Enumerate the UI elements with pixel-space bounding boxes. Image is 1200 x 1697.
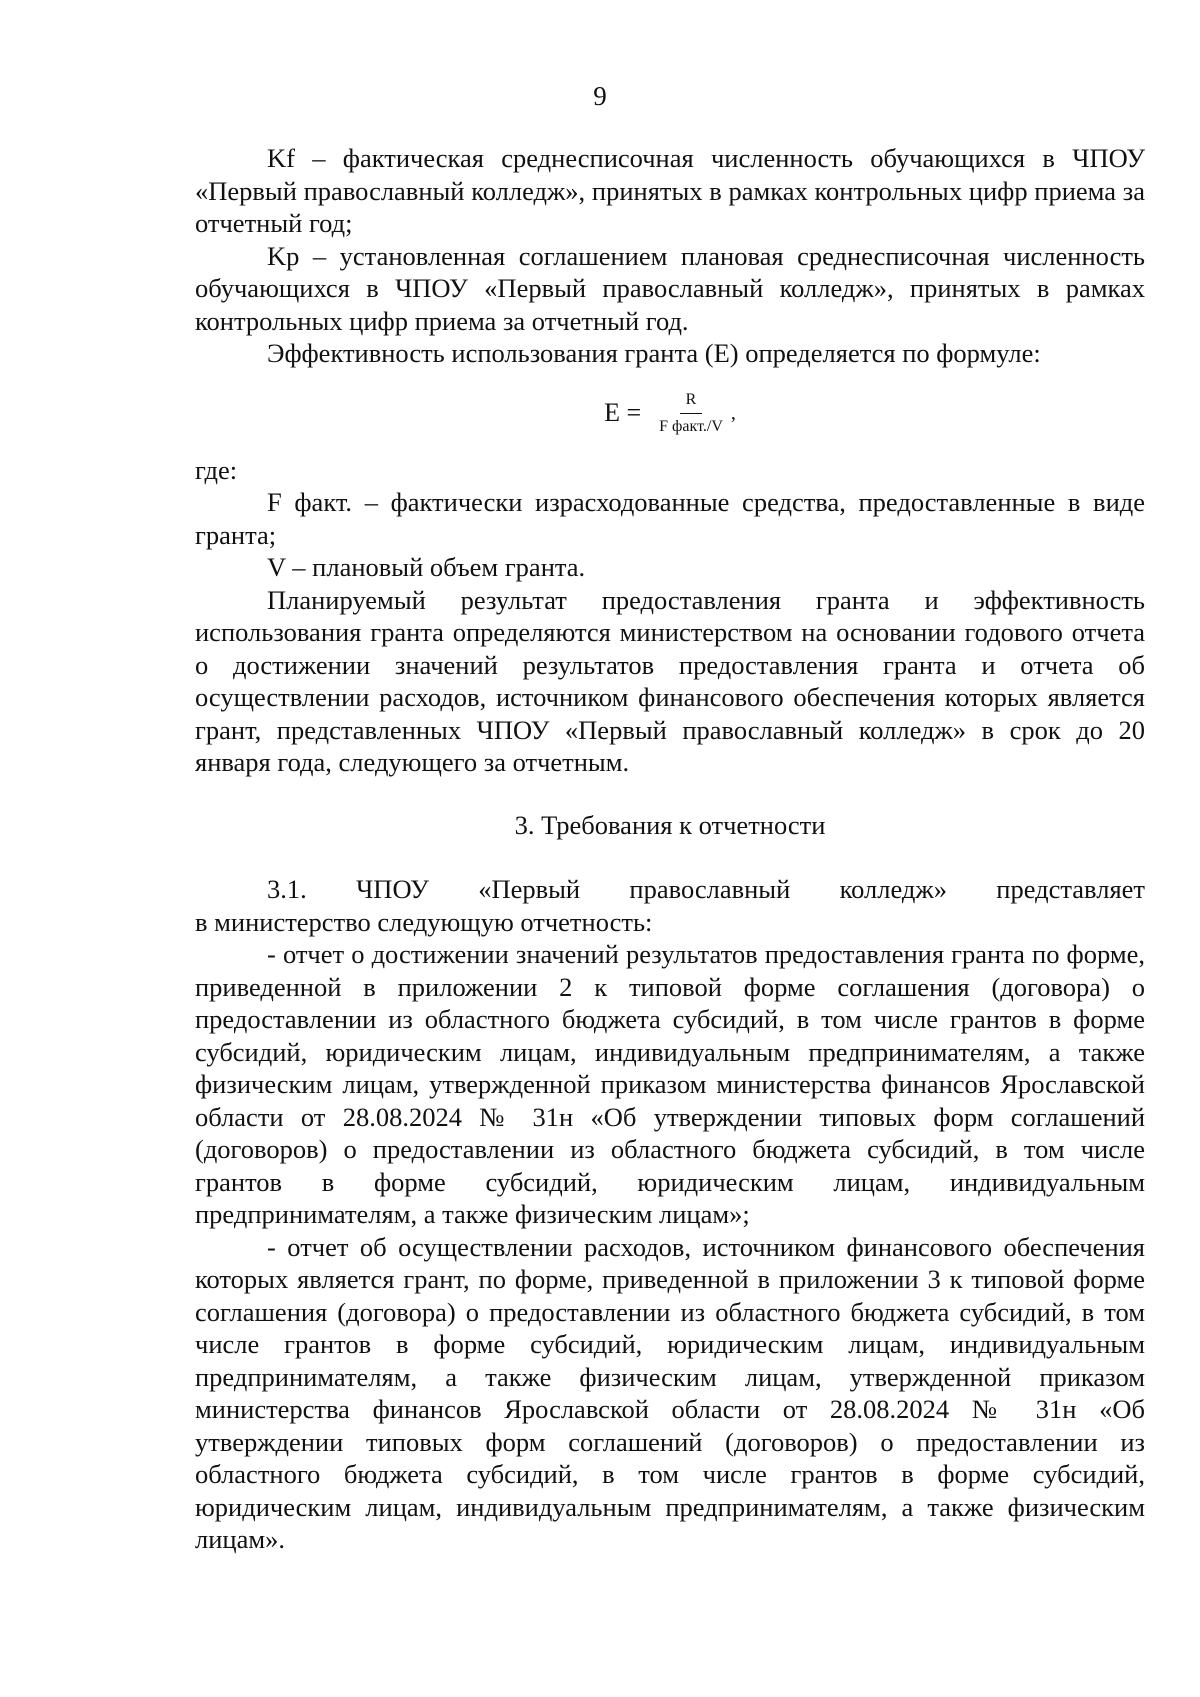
paragraph-v-definition: V – плановый объем гранта.: [267, 552, 586, 582]
where-label: где:: [195, 454, 238, 485]
efficiency-formula: [195, 374, 1145, 454]
section-3-1-word: ЧПОУ: [356, 874, 429, 904]
paragraph-report-results: - отчет о достижении значений результатов предоставления гранта по форме, приведенной в приложении 2 к типовой форме соглашения (договора) о предоставлении из областного бюджета субсидий, в том числе грантов в форме субсидий, юридическим лицам, индивидуальным предпринимателям, а также физическим лицам, утвержденной приказом министерства финансов Ярославской области от 28.08.2024 № 31н «Об утверждении типовых форм соглашений (договоров) о предоставлении из областного бюджета субсидий, в том числе грантов в форме субсидий, юридическим лицам, индивидуальным предпринимателям, а также физическим лицам»;: [195, 939, 1145, 1229]
section-3-1-word: колледж»: [839, 874, 947, 904]
paragraph-report-expenses: - отчет об осуществлении расходов, источником финансового обеспечения которых является грант, по форме, приведенной в приложении 3 к типовой форме соглашения (договора) о предоставлении из областного бюджета субсидий, в том числе грантов в форме субсидий, юридическим лицам, индивидуальным предпринимателям, а также физическим лицам, утвержденной приказом министерства финансов Ярославской области от 28.08.2024 № 31н «Об утверждении типовых форм соглашений (договоров) о предоставлении из областного бюджета субсидий, в том числе грантов в форме субсидий, юридическим лицам, индивидуальным предпринимателям, а также физическим лицам».: [195, 1231, 1145, 1554]
paragraph-efficiency-intro: Эффективность использования гранта (E) определяется по формуле:: [267, 338, 1041, 368]
formula-lhs: E =: [604, 398, 642, 428]
formula-fraction: [653, 390, 729, 437]
formula-numerator: R: [680, 390, 703, 414]
paragraph-kp-definition: Kp – установленная соглашением плановая среднесписочная численность обучающихся в ЧПОУ «Первый православный колледж», принятых в рамках контрольных цифр приема за отчетный год.: [195, 240, 1145, 336]
section-3-1-continuation: в министерство следующую отчетность:: [195, 906, 653, 937]
paragraph-kf-definition: Kf – фактическая среднесписочная численность обучающихся в ЧПОУ «Первый православный колледж», принятых в рамках контрольных цифр приема за отчетный год;: [195, 143, 1145, 238]
section-3-1-word: представляет: [996, 874, 1145, 904]
section-3-1-first-line: [195, 873, 1145, 906]
page-number: 9: [593, 81, 607, 111]
section-3-1-word: «Первый: [478, 874, 581, 904]
formula-suffix: ,: [730, 402, 736, 425]
paragraph-f-fact-definition: F факт. – фактически израсходованные средства, предоставленные в виде гранта;: [195, 487, 1145, 550]
formula-denominator: F факт./V: [659, 418, 723, 435]
document-body: [195, 142, 1145, 1556]
section-heading: 3. Требования к отчетности: [514, 809, 826, 840]
section-3-1-word: 3.1.: [267, 874, 307, 904]
section-3-1-word: православный: [629, 874, 791, 904]
paragraph-planned-result: Планируемый результат предоставления гранта и эффективность использования гранта определяются министерством на основании годового отчета о достижении значений результатов предоставления гранта и отчета об осуществлении расходов, источником финансового обеспечения которых является грант, представленных ЧПОУ «Первый православный колледж» в срок до 20 января года, следующего за отчетным.: [195, 584, 1145, 777]
